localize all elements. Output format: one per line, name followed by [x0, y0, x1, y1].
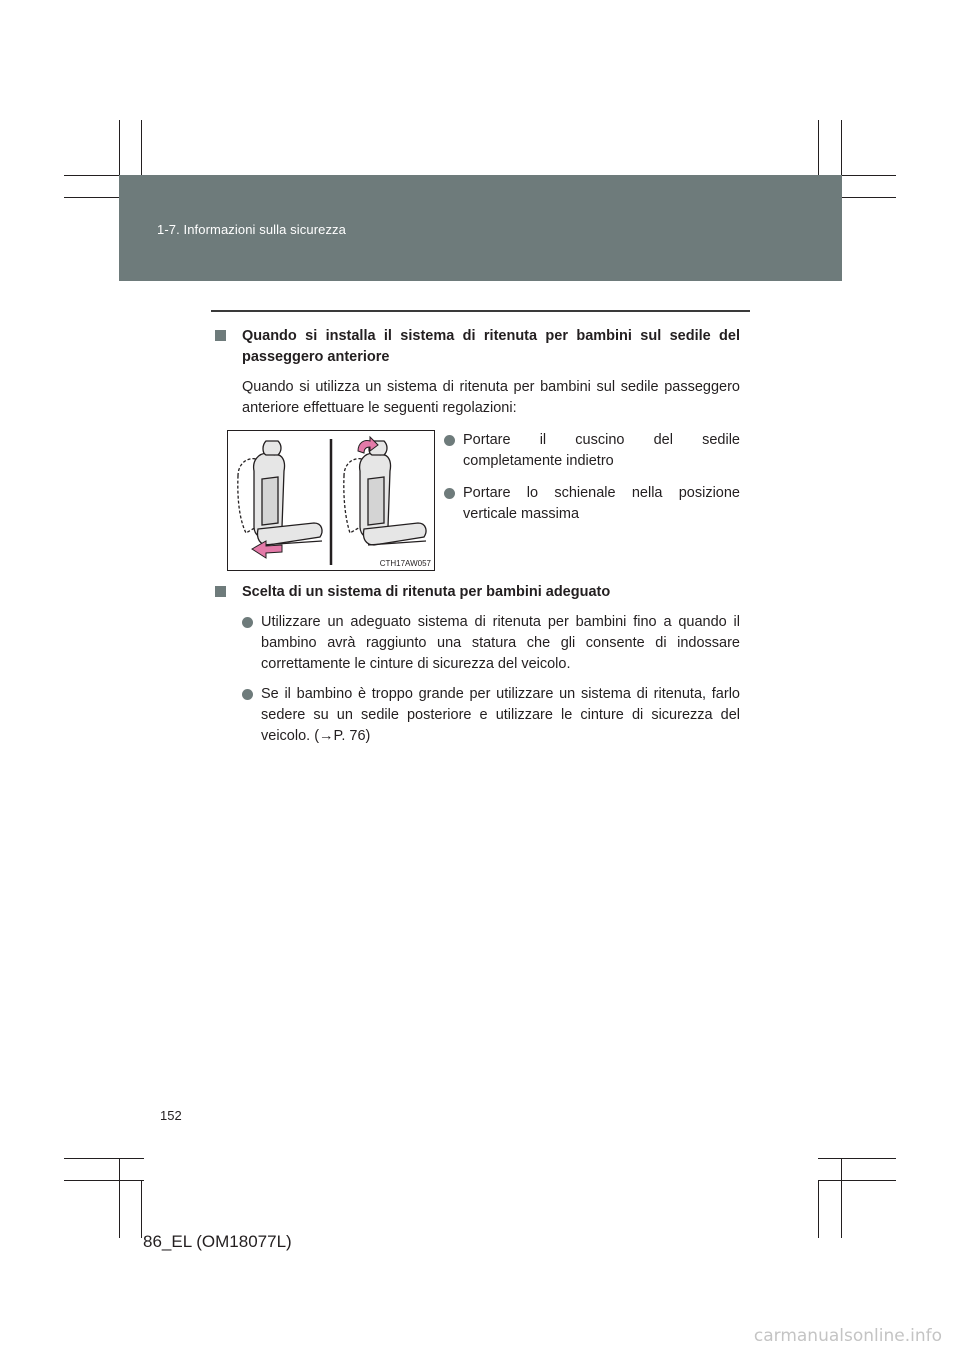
list-item [242, 684, 740, 747]
crop-mark [841, 1158, 842, 1238]
section-label: 1-7. Informazioni sulla sicurezza [157, 222, 346, 237]
intro-paragraph: Quando si utilizza un sistema di ritenuta per bambini sul sedile passeggero anteriore effettuare le seguenti regolazioni: [242, 379, 740, 416]
round-bullet-icon [242, 689, 253, 700]
watermark: carmanualsonline.info [753, 1326, 942, 1346]
page-number: 152 [160, 1108, 182, 1123]
crop-mark [119, 1158, 120, 1238]
square-bullet-icon [215, 330, 226, 341]
figure-code: CTH17AW057 [379, 559, 431, 568]
list-item-text: Portare lo schienale nella posizione verticale massima [463, 485, 740, 522]
list-item-text: Se il bambino è troppo grande per utilizzare un sistema di ritenuta, farlo sedere su un sedile posteriore e utilizzare le cinture di sicurezza del veicolo. (→P. 76) [261, 686, 740, 744]
crop-mark [818, 1180, 896, 1181]
list-item [444, 483, 740, 525]
crop-mark [64, 1158, 144, 1159]
section-heading [215, 326, 740, 368]
right-seat [344, 441, 426, 545]
page-content [215, 326, 740, 747]
header-band [119, 175, 842, 281]
list-item [444, 430, 740, 472]
section-heading [215, 582, 740, 603]
round-bullet-icon [444, 488, 455, 499]
round-bullet-icon [444, 435, 455, 446]
crop-mark [818, 1158, 896, 1159]
list-item-text: Utilizzare un adeguato sistema di ritenuta per bambini fino a quando il bambino avrà raggiunto una statura che gli consente di indossare correttamente le cinture di sicurezza del veicolo. [261, 614, 740, 672]
square-bullet-icon [215, 586, 226, 597]
figure-bullets [444, 430, 740, 536]
crop-mark [141, 1180, 142, 1238]
figure-row [215, 430, 740, 576]
section-heading-text: Quando si installa il sistema di ritenuta per bambini sul sedile del passeggero anteriore [242, 328, 740, 365]
top-rule [211, 310, 750, 312]
crop-mark [818, 1180, 819, 1238]
round-bullet-icon [242, 617, 253, 628]
seat-adjustment-figure [227, 430, 435, 571]
seat-illustration [228, 431, 434, 570]
list-item-text: Portare il cuscino del sedile completamente indietro [463, 432, 740, 469]
left-seat [238, 441, 322, 545]
list-item [242, 612, 740, 675]
footer-code: 86_EL (OM18077L) [143, 1232, 292, 1251]
section-heading-text: Scelta di un sistema di ritenuta per bambini adeguato [242, 584, 611, 600]
crop-mark [64, 1180, 144, 1181]
